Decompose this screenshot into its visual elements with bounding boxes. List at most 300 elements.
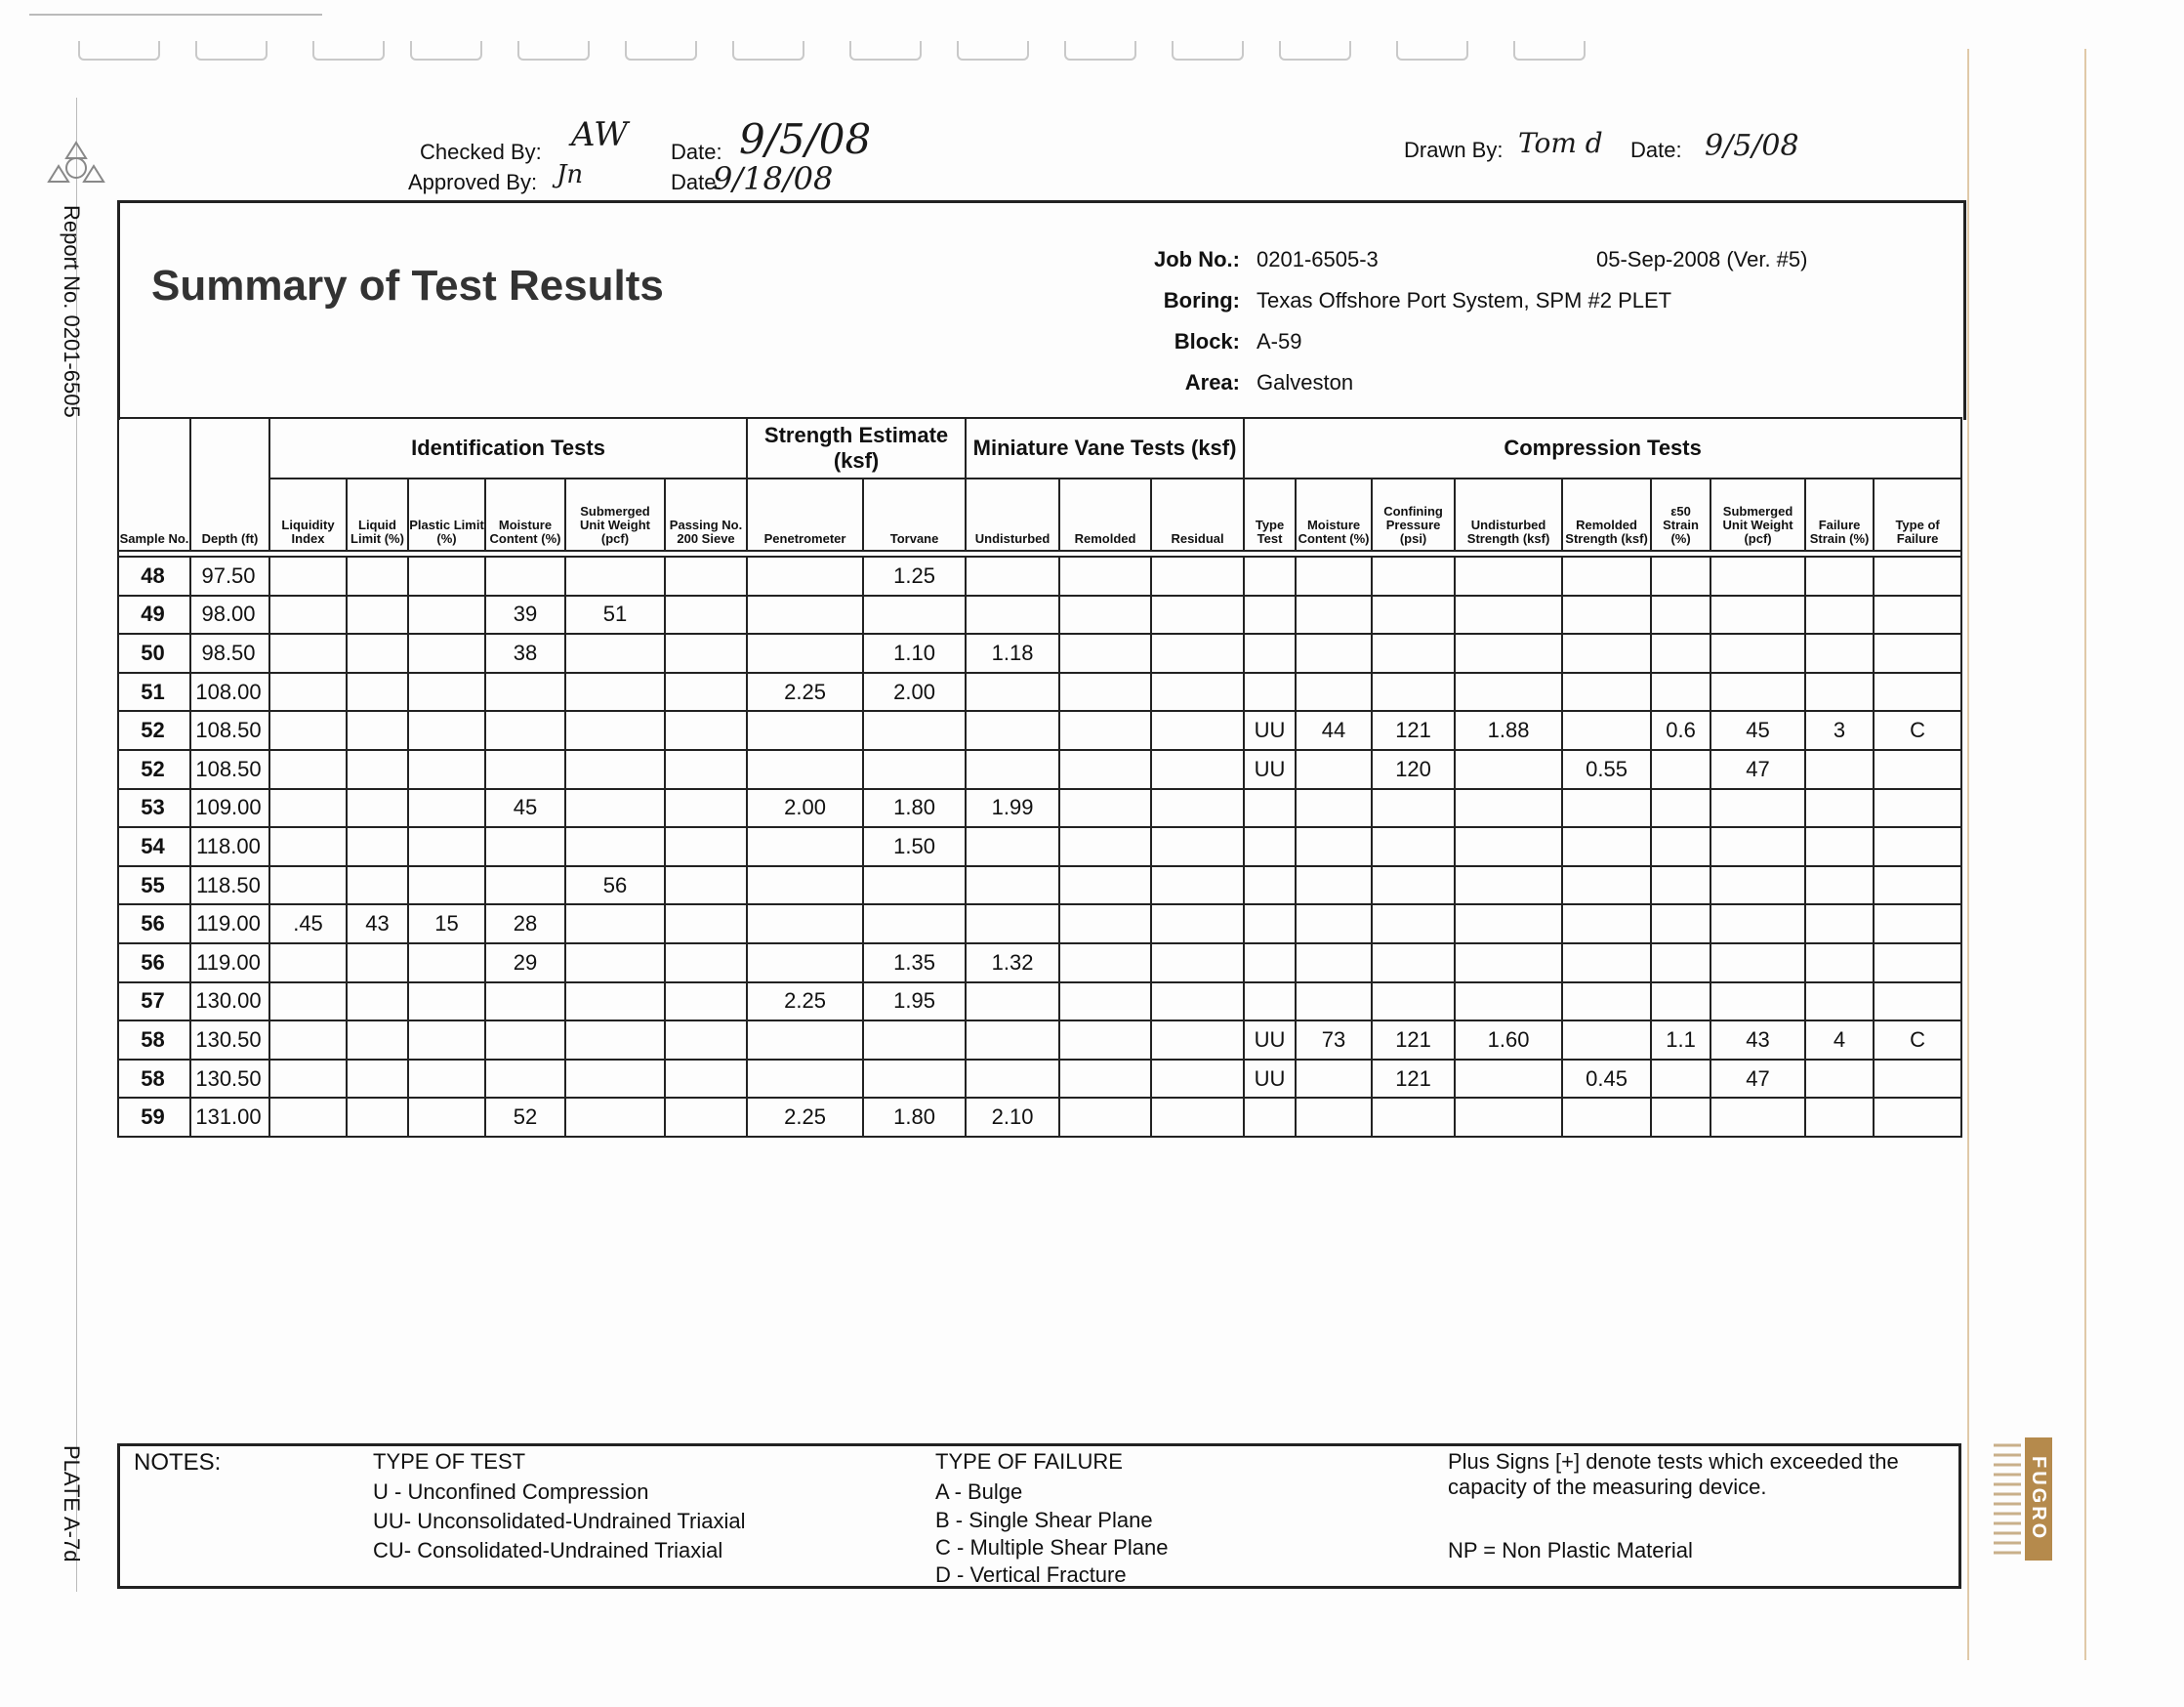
cell-penetrometer: 2.25 [747,1098,863,1137]
checked-by-label: Checked By: [420,140,542,164]
cell-moisture-content: 45 [485,789,565,828]
cell-plastic-limit [408,827,485,866]
cell-confining-pressure [1372,634,1455,673]
cell-penetrometer [747,634,863,673]
group-compression-tests: Compression Tests [1244,418,1961,479]
cell-passing-200 [665,596,747,635]
cell-penetrometer [747,827,863,866]
cell-vane-remolded [1059,557,1151,596]
cell-plastic-limit [408,982,485,1021]
cell-undisturbed-strength [1455,827,1562,866]
cell-liquidity-index [269,866,347,905]
cell-passing-200 [665,943,747,982]
cell-torvane [863,596,966,635]
checked-date-label: Date: [671,140,722,164]
cell-e50-strain [1651,634,1710,673]
cell-torvane: 1.10 [863,634,966,673]
recycle-icon [47,137,105,195]
cell-passing-200 [665,711,747,750]
cell-liquid-limit [347,711,408,750]
cell-depth: 108.50 [190,750,269,789]
cell-submerged-unit-weight: 51 [565,596,665,635]
col-moisture-content: Moisture Content (%) [485,479,565,551]
cell-remolded-strength [1562,1020,1651,1060]
cell-vane-residual [1151,596,1244,635]
cell-passing-200 [665,750,747,789]
cell-liquid-limit [347,634,408,673]
cell-type-of-failure [1874,789,1961,828]
cell-moisture-content [485,711,565,750]
table-row [118,982,1961,1021]
cell-vane-remolded [1059,943,1151,982]
cell-liquidity-index [269,1098,347,1137]
cell-type-test [1244,634,1296,673]
col-confining-pressure: Confining Pressure (psi) [1372,479,1455,551]
fugro-logo-text: FUGRO [2028,1456,2049,1542]
cell-e50-strain [1651,1098,1710,1137]
cell-undisturbed-strength: 1.88 [1455,711,1562,750]
cell-remolded-strength [1562,634,1651,673]
cell-liquid-limit [347,673,408,712]
cell-passing-200 [665,1020,747,1060]
cell-moisture-content [485,866,565,905]
cell-type-of-failure [1874,557,1961,596]
cell-torvane: 1.35 [863,943,966,982]
cell-depth: 97.50 [190,557,269,596]
drawn-by-label: Drawn By: [1404,138,1504,162]
cell-comp-submerged-unit-weight [1710,827,1805,866]
cell-failure-strain [1805,904,1874,943]
cell-liquid-limit [347,557,408,596]
cell-undisturbed-strength [1455,866,1562,905]
cell-comp-submerged-unit-weight: 43 [1710,1020,1805,1060]
cell-confining-pressure [1372,943,1455,982]
cell-moisture-content [485,557,565,596]
test-uu: UU- Unconsolidated-Undrained Triaxial [373,1509,746,1533]
cell-sample-no: 48 [118,557,190,596]
cell-comp-moisture-content [1296,866,1372,905]
cell-plastic-limit [408,673,485,712]
cell-penetrometer [747,711,863,750]
cell-liquid-limit [347,866,408,905]
cell-e50-strain [1651,673,1710,712]
cell-vane-residual [1151,1060,1244,1099]
cell-remolded-strength [1562,711,1651,750]
cell-vane-remolded [1059,673,1151,712]
cell-remolded-strength [1562,982,1651,1021]
cell-submerged-unit-weight [565,750,665,789]
cell-vane-residual [1151,789,1244,828]
cell-sample-no: 51 [118,673,190,712]
col-type-test: Type Test [1244,479,1296,551]
col-torvane: Torvane [863,479,966,551]
cell-vane-remolded [1059,711,1151,750]
cell-passing-200 [665,634,747,673]
cell-confining-pressure [1372,596,1455,635]
cell-liquidity-index [269,1020,347,1060]
table-body [118,551,1961,1137]
cell-liquidity-index [269,634,347,673]
cell-liquidity-index: .45 [269,904,347,943]
cell-vane-remolded [1059,750,1151,789]
cell-vane-residual [1151,1020,1244,1060]
notes-label: NOTES: [134,1449,222,1476]
cell-plastic-limit: 15 [408,904,485,943]
cell-comp-moisture-content [1296,982,1372,1021]
cell-sample-no: 56 [118,904,190,943]
cell-liquid-limit [347,789,408,828]
cell-confining-pressure: 121 [1372,711,1455,750]
cell-comp-moisture-content [1296,750,1372,789]
cell-type-of-failure [1874,750,1961,789]
cell-undisturbed-strength [1455,673,1562,712]
cell-confining-pressure [1372,557,1455,596]
cell-comp-submerged-unit-weight [1710,673,1805,712]
cell-sample-no: 49 [118,596,190,635]
col-vane-residual: Residual [1151,479,1244,551]
cell-torvane: 1.80 [863,789,966,828]
drawn-date: 9/5/08 [1705,129,1799,163]
cell-passing-200 [665,866,747,905]
cell-plastic-limit [408,634,485,673]
cell-submerged-unit-weight [565,557,665,596]
cell-liquidity-index [269,827,347,866]
cell-comp-submerged-unit-weight [1710,634,1805,673]
cell-vane-residual [1151,943,1244,982]
cell-sample-no: 59 [118,1098,190,1137]
cell-penetrometer: 2.25 [747,673,863,712]
cell-e50-strain [1651,943,1710,982]
cell-type-test [1244,789,1296,828]
cell-failure-strain [1805,982,1874,1021]
cell-moisture-content: 52 [485,1098,565,1137]
cell-vane-remolded [1059,1020,1151,1060]
approved-date: 9/18/08 [713,160,834,197]
cell-comp-submerged-unit-weight [1710,789,1805,828]
cell-type-test: UU [1244,1020,1296,1060]
cell-failure-strain [1805,1060,1874,1099]
cell-passing-200 [665,1098,747,1137]
col-depth: Depth (ft) [190,418,269,551]
cell-torvane: 2.00 [863,673,966,712]
cell-type-test: UU [1244,711,1296,750]
cell-vane-residual [1151,634,1244,673]
cell-depth: 118.50 [190,866,269,905]
date-version: 05-Sep-2008 (Ver. #5) [1596,247,1808,271]
cell-plastic-limit [408,596,485,635]
drawn-date-label: Date: [1630,138,1682,162]
cell-passing-200 [665,1060,747,1099]
cell-liquid-limit [347,596,408,635]
cell-e50-strain [1651,750,1710,789]
col-liquid-limit: Liquid Limit (%) [347,479,408,551]
col-liquidity-index: Liquidity Index [269,479,347,551]
boring-label: Boring: [1163,288,1240,312]
col-comp-submerged-unit-weight: Submerged Unit Weight (pcf) [1710,479,1805,551]
cell-passing-200 [665,673,747,712]
table-row [118,673,1961,712]
cell-torvane: 1.50 [863,827,966,866]
col-vane-undisturbed: Undisturbed [966,479,1059,551]
cell-remolded-strength: 0.55 [1562,750,1651,789]
cell-liquid-limit [347,982,408,1021]
cell-penetrometer: 2.00 [747,789,863,828]
cell-comp-moisture-content [1296,943,1372,982]
cell-moisture-content [485,1060,565,1099]
cell-plastic-limit [408,750,485,789]
cell-vane-undisturbed [966,827,1059,866]
cell-liquid-limit [347,1020,408,1060]
cell-vane-undisturbed [966,711,1059,750]
drawn-by-initials: Tom d [1518,127,1603,159]
cell-vane-undisturbed [966,673,1059,712]
cell-undisturbed-strength [1455,943,1562,982]
col-plastic-limit: Plastic Limit (%) [408,479,485,551]
cell-comp-submerged-unit-weight [1710,1098,1805,1137]
cell-undisturbed-strength: 1.60 [1455,1020,1562,1060]
cell-confining-pressure [1372,982,1455,1021]
cell-remolded-strength [1562,827,1651,866]
cell-confining-pressure: 121 [1372,1060,1455,1099]
cell-type-of-failure [1874,634,1961,673]
table-row [118,789,1961,828]
cell-torvane: 1.25 [863,557,966,596]
cell-comp-moisture-content [1296,634,1372,673]
cell-remolded-strength [1562,866,1651,905]
table-row [118,711,1961,750]
cell-type-test [1244,904,1296,943]
cell-liquidity-index [269,789,347,828]
cell-failure-strain [1805,750,1874,789]
cell-torvane [863,1060,966,1099]
cell-plastic-limit [408,557,485,596]
cell-liquidity-index [269,711,347,750]
cell-type-of-failure [1874,982,1961,1021]
cell-vane-undisturbed [966,1020,1059,1060]
cell-failure-strain [1805,634,1874,673]
cell-comp-submerged-unit-weight: 47 [1710,750,1805,789]
margin-line [1967,49,1969,1660]
cell-type-of-failure [1874,827,1961,866]
cell-e50-strain [1651,982,1710,1021]
cell-liquid-limit [347,1098,408,1137]
cell-remolded-strength [1562,596,1651,635]
cell-vane-remolded [1059,1098,1151,1137]
boring-value: Texas Offshore Port System, SPM #2 PLET [1257,288,1672,312]
cell-vane-residual [1151,673,1244,712]
approved-by-label: Approved By: [408,170,538,194]
cell-plastic-limit [408,1060,485,1099]
plus-signs-note-line2: capacity of the measuring device. [1448,1475,1767,1499]
cell-undisturbed-strength [1455,634,1562,673]
table-row [118,1020,1961,1060]
cell-failure-strain [1805,673,1874,712]
table-row [118,596,1961,635]
cell-type-of-failure [1874,904,1961,943]
cell-comp-submerged-unit-weight: 45 [1710,711,1805,750]
cell-comp-moisture-content: 44 [1296,711,1372,750]
cell-confining-pressure [1372,904,1455,943]
results-table [117,417,1962,1138]
cell-confining-pressure: 120 [1372,750,1455,789]
cell-moisture-content: 28 [485,904,565,943]
cell-comp-moisture-content [1296,789,1372,828]
cell-depth: 98.50 [190,634,269,673]
cell-type-of-failure [1874,1060,1961,1099]
col-vane-remolded: Remolded [1059,479,1151,551]
cell-moisture-content: 29 [485,943,565,982]
cell-comp-submerged-unit-weight [1710,982,1805,1021]
cell-liquidity-index [269,750,347,789]
cell-vane-remolded [1059,634,1151,673]
test-u: U - Unconfined Compression [373,1479,649,1504]
cell-failure-strain [1805,827,1874,866]
cell-vane-remolded [1059,982,1151,1021]
cell-vane-remolded [1059,827,1151,866]
cell-submerged-unit-weight [565,982,665,1021]
cell-comp-moisture-content [1296,1060,1372,1099]
cell-submerged-unit-weight: 56 [565,866,665,905]
cell-liquidity-index [269,596,347,635]
cell-plastic-limit [408,789,485,828]
cell-moisture-content [485,1020,565,1060]
cell-failure-strain [1805,596,1874,635]
cell-plastic-limit [408,943,485,982]
cell-type-test [1244,866,1296,905]
cell-vane-remolded [1059,904,1151,943]
cell-vane-remolded [1059,1060,1151,1099]
area-value: Galveston [1257,370,1354,395]
cell-vane-undisturbed [966,557,1059,596]
report-number: Report No. 0201-6505 [60,205,84,418]
cell-undisturbed-strength [1455,1098,1562,1137]
cell-submerged-unit-weight [565,943,665,982]
fugro-logo [1992,1436,2054,1562]
cell-vane-remolded [1059,596,1151,635]
block-label: Block: [1174,329,1240,354]
cell-liquidity-index [269,673,347,712]
cell-torvane [863,1020,966,1060]
cell-vane-residual [1151,827,1244,866]
cell-liquid-limit [347,1060,408,1099]
cell-liquidity-index [269,943,347,982]
cell-moisture-content [485,827,565,866]
col-remolded-strength: Remolded Strength (ksf) [1562,479,1651,551]
cell-depth: 130.50 [190,1060,269,1099]
cell-type-test: UU [1244,750,1296,789]
cell-torvane: 1.80 [863,1098,966,1137]
scan-tab-marks [59,20,1621,88]
type-of-test-title: TYPE OF TEST [373,1449,526,1474]
cell-depth: 108.00 [190,673,269,712]
table-row [118,904,1961,943]
cell-type-of-failure: C [1874,1020,1961,1060]
cell-submerged-unit-weight [565,634,665,673]
cell-vane-residual [1151,711,1244,750]
cell-undisturbed-strength [1455,557,1562,596]
table-row [118,750,1961,789]
cell-vane-undisturbed [966,982,1059,1021]
col-submerged-unit-weight: Submerged Unit Weight (pcf) [565,479,665,551]
failure-b: B - Single Shear Plane [935,1508,1153,1532]
scan-top-line [29,14,322,16]
table-row [118,866,1961,905]
cell-passing-200 [665,789,747,828]
cell-confining-pressure [1372,1098,1455,1137]
cell-comp-moisture-content: 73 [1296,1020,1372,1060]
cell-remolded-strength [1562,943,1651,982]
cell-remolded-strength [1562,557,1651,596]
cell-e50-strain [1651,904,1710,943]
cell-undisturbed-strength [1455,1060,1562,1099]
cell-type-test [1244,943,1296,982]
cell-sample-no: 56 [118,943,190,982]
cell-passing-200 [665,904,747,943]
cell-comp-moisture-content [1296,596,1372,635]
cell-liquid-limit: 43 [347,904,408,943]
table-row [118,634,1961,673]
cell-vane-remolded [1059,866,1151,905]
cell-moisture-content [485,982,565,1021]
cell-comp-submerged-unit-weight [1710,904,1805,943]
cell-vane-undisturbed [966,904,1059,943]
cell-vane-residual [1151,1098,1244,1137]
cell-failure-strain [1805,1098,1874,1137]
cell-plastic-limit [408,711,485,750]
table-row [118,557,1961,596]
cell-failure-strain: 3 [1805,711,1874,750]
cell-sample-no: 58 [118,1020,190,1060]
cell-comp-submerged-unit-weight [1710,596,1805,635]
cell-passing-200 [665,982,747,1021]
cell-remolded-strength [1562,789,1651,828]
cell-depth: 119.00 [190,904,269,943]
cell-comp-moisture-content [1296,827,1372,866]
table-row [118,827,1961,866]
cell-vane-undisturbed: 1.99 [966,789,1059,828]
cell-comp-moisture-content [1296,673,1372,712]
cell-passing-200 [665,827,747,866]
cell-failure-strain [1805,943,1874,982]
cell-undisturbed-strength [1455,982,1562,1021]
cell-depth: 109.00 [190,789,269,828]
cell-penetrometer [747,866,863,905]
cell-submerged-unit-weight [565,1020,665,1060]
approved-by-initials: Jn [556,160,584,189]
cell-depth: 131.00 [190,1098,269,1137]
cell-penetrometer [747,596,863,635]
table-row [118,943,1961,982]
job-no-value: 0201-6505-3 [1257,247,1379,271]
area-label: Area: [1184,370,1240,395]
test-cu: CU- Consolidated-Undrained Triaxial [373,1538,723,1562]
cell-liquid-limit [347,827,408,866]
cell-moisture-content: 39 [485,596,565,635]
cell-comp-submerged-unit-weight [1710,557,1805,596]
cell-moisture-content: 38 [485,634,565,673]
cell-penetrometer [747,904,863,943]
cell-comp-moisture-content [1296,1098,1372,1137]
cell-comp-submerged-unit-weight [1710,866,1805,905]
cell-comp-submerged-unit-weight [1710,943,1805,982]
cell-e50-strain [1651,827,1710,866]
cell-sample-no: 57 [118,982,190,1021]
non-plastic-note: NP = Non Plastic Material [1448,1538,1693,1562]
cell-submerged-unit-weight [565,904,665,943]
cell-e50-strain [1651,866,1710,905]
cell-sample-no: 53 [118,789,190,828]
cell-vane-undisturbed [966,750,1059,789]
